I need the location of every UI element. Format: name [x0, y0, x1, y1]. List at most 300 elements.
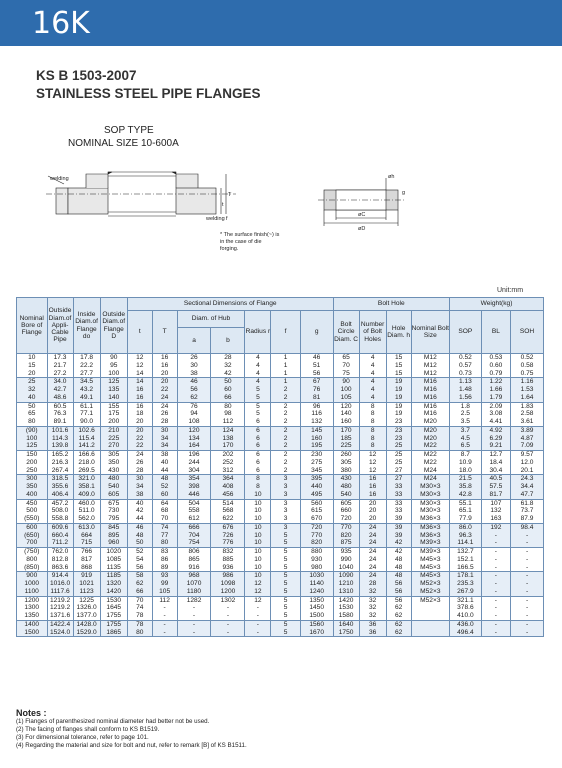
table-cell: 406.4: [47, 491, 73, 499]
table-cell: 51: [300, 362, 333, 370]
table-cell: 450: [17, 499, 48, 507]
table-cell: 0.58: [511, 362, 544, 370]
table-cell: 3.89: [511, 426, 544, 434]
table-row: [17, 370, 544, 378]
table-cell: 704: [177, 532, 211, 540]
table-cell: 6: [245, 435, 271, 443]
table-cell: 5: [271, 539, 300, 547]
table-cell: 5: [271, 572, 300, 580]
table-cell: 20: [127, 426, 152, 434]
table-cell: 2: [271, 386, 300, 394]
header-bolt-circle: Bolt Circle Diam. C: [333, 311, 359, 354]
table-cell: 8: [359, 442, 386, 450]
table-cell: 1500: [17, 629, 48, 637]
table-cell: 96: [300, 402, 333, 410]
table-cell: -: [481, 604, 510, 612]
table-cell: -: [211, 629, 245, 637]
table-cell: 19: [386, 410, 411, 418]
table-cell: 1.83: [511, 402, 544, 410]
table-cell: 885: [211, 556, 245, 564]
table-cell: 65: [17, 410, 48, 418]
table-cell: 28: [152, 418, 177, 426]
table-cell: -: [245, 629, 271, 637]
table-cell: (850): [17, 564, 48, 572]
table-cell: 116: [300, 410, 333, 418]
table-cell: 170: [211, 442, 245, 450]
table-cell: 3.08: [481, 410, 510, 418]
table-cell: M12: [411, 354, 449, 362]
table-cell: 1326.0: [73, 604, 100, 612]
table-cell: 660.4: [47, 532, 73, 540]
table-cell: 558: [177, 507, 211, 515]
table-cell: 613.0: [73, 523, 100, 531]
header-nominal-bore: Nominal Bore of Flange: [17, 298, 48, 354]
table-cell: -: [481, 620, 510, 628]
table-row: [17, 604, 544, 612]
table-cell: 26: [127, 459, 152, 467]
table-cell: 250: [17, 467, 48, 475]
table-cell: 321.0: [73, 475, 100, 483]
table-cell: 80: [152, 539, 177, 547]
table-cell: 4: [245, 362, 271, 370]
table-cell: 185: [333, 435, 359, 443]
table-cell: 17.8: [73, 354, 100, 362]
table-cell: 1240: [300, 588, 333, 596]
table-row: [17, 410, 544, 418]
table-cell: 16: [152, 362, 177, 370]
table-cell: 196: [177, 451, 211, 459]
table-row: [17, 515, 544, 523]
table-cell: M22: [411, 451, 449, 459]
table-cell: 24: [359, 539, 386, 547]
table-cell: 8: [359, 426, 386, 434]
table-cell: 700: [17, 539, 48, 547]
table-cell: 562.0: [73, 515, 100, 523]
table-cell: 32: [359, 588, 386, 596]
table-cell: 125: [17, 442, 48, 450]
table-cell: 1.56: [450, 394, 482, 402]
table-cell: 2: [271, 410, 300, 418]
table-cell: 968: [177, 572, 211, 580]
table-cell: -: [511, 539, 544, 547]
table-cell: 34: [152, 435, 177, 443]
table-cell: 18.4: [481, 459, 510, 467]
table-row: [17, 426, 544, 434]
table-cell: 400: [17, 491, 48, 499]
table-cell: 24: [127, 451, 152, 459]
table-cell: 914.4: [47, 572, 73, 580]
table-cell: 100: [17, 435, 48, 443]
table-cell: 252: [211, 459, 245, 467]
table-cell: -: [511, 620, 544, 628]
table-cell: 42.7: [47, 386, 73, 394]
table-cell: 936: [211, 564, 245, 572]
table-cell: 436.0: [450, 620, 482, 628]
table-cell: 160: [333, 418, 359, 426]
table-cell: -: [481, 572, 510, 580]
table-cell: 202: [211, 451, 245, 459]
table-cell: 5: [271, 588, 300, 596]
table-cell: 5: [271, 604, 300, 612]
table-cell: 48: [386, 572, 411, 580]
table-cell: 16: [127, 402, 152, 410]
table-row: [17, 572, 544, 580]
table-cell: 12: [127, 354, 152, 362]
table-cell: 480: [333, 483, 359, 491]
table-cell: -: [511, 612, 544, 620]
table-cell: 456: [211, 491, 245, 499]
table-cell: 10: [245, 564, 271, 572]
table-cell: 12: [359, 467, 386, 475]
table-cell: 20: [152, 378, 177, 386]
flange-section-drawing: [46, 156, 236, 236]
table-cell: M52×3: [411, 588, 449, 596]
table-cell: 2: [271, 394, 300, 402]
table-cell: 1185: [100, 572, 127, 580]
table-cell: 495: [300, 491, 333, 499]
table-cell: 140: [100, 394, 127, 402]
table-cell: 27: [386, 475, 411, 483]
note-item-2: (2) The facing of flanges shall conform to KS B1519.: [16, 726, 160, 733]
table-cell: 1428.0: [73, 620, 100, 628]
table-cell: 1350: [300, 596, 333, 604]
table-cell: 504: [177, 499, 211, 507]
table-cell: 1750: [333, 629, 359, 637]
table-cell: 4: [245, 354, 271, 362]
table-row: [17, 467, 544, 475]
table-cell: 12: [245, 588, 271, 596]
table-cell: 355.6: [47, 483, 73, 491]
table-cell: 101.6: [47, 426, 73, 434]
table-cell: 540: [333, 491, 359, 499]
table-cell: 1450: [300, 604, 333, 612]
table-cell: 166.5: [450, 564, 482, 572]
table-cell: 25: [386, 442, 411, 450]
table-cell: 6: [245, 418, 271, 426]
table-cell: 60: [152, 491, 177, 499]
table-cell: 93: [152, 572, 177, 580]
table-row: [17, 539, 544, 547]
table-cell: M45×3: [411, 556, 449, 564]
table-cell: 15: [17, 362, 48, 370]
table-row: [17, 418, 544, 426]
table-cell: [411, 604, 449, 612]
table-cell: 4.87: [511, 435, 544, 443]
table-cell: 9.57: [511, 451, 544, 459]
header-T: T: [152, 311, 177, 354]
table-cell: 30: [152, 426, 177, 434]
table-cell: 114.3: [47, 435, 73, 443]
table-cell: 378.6: [450, 604, 482, 612]
table-cell: 62: [177, 394, 211, 402]
table-cell: 304: [177, 467, 211, 475]
table-cell: 312: [211, 467, 245, 475]
table-cell: 28: [211, 354, 245, 362]
table-cell: 609.6: [47, 523, 73, 531]
table-cell: 350: [100, 459, 127, 467]
table-cell: 77.9: [450, 515, 482, 523]
table-cell: 20: [359, 499, 386, 507]
table-cell: 275: [300, 459, 333, 467]
table-cell: 4: [359, 370, 386, 378]
table-cell: 5: [245, 410, 271, 418]
header-b: b: [211, 328, 245, 354]
table-cell: 178.1: [450, 572, 482, 580]
table-cell: -: [481, 612, 510, 620]
table-cell: 6.5: [450, 442, 482, 450]
header-inside-diam: Inside Diam.of Flange do: [73, 298, 100, 354]
table-cell: 102.6: [73, 426, 100, 434]
table-cell: 90: [100, 354, 127, 362]
table-cell: -: [152, 604, 177, 612]
table-cell: 10: [245, 532, 271, 540]
table-cell: 762.0: [47, 548, 73, 556]
table-cell: 1377.0: [73, 612, 100, 620]
table-cell: 8: [245, 483, 271, 491]
table-cell: 2: [271, 459, 300, 467]
header-f: f: [271, 311, 300, 354]
table-cell: 6: [245, 451, 271, 459]
table-cell: 135: [100, 386, 127, 394]
table-cell: 74: [152, 523, 177, 531]
table-cell: 14: [127, 370, 152, 378]
table-cell: 152.1: [450, 556, 482, 564]
table-cell: 1200: [17, 596, 48, 604]
spec-table-body: [17, 354, 544, 637]
header-bl: BL: [481, 311, 510, 354]
table-cell: 175: [100, 410, 127, 418]
table-cell: 107: [481, 499, 510, 507]
table-cell: 24: [359, 556, 386, 564]
table-cell: 354: [177, 475, 211, 483]
table-cell: 558.8: [47, 515, 73, 523]
table-cell: 5: [245, 386, 271, 394]
table-cell: 321.1: [450, 596, 482, 604]
notes-title: Notes :: [16, 708, 47, 718]
table-cell: 70: [127, 596, 152, 604]
table-cell: 39: [386, 523, 411, 531]
table-cell: 49.1: [73, 394, 100, 402]
table-cell: -: [177, 620, 211, 628]
table-cell: 8.7: [450, 451, 482, 459]
table-cell: 900: [17, 572, 48, 580]
header-sectional: Sectional Dimensions of Flange: [127, 298, 333, 311]
table-cell: 86: [152, 556, 177, 564]
table-cell: 2.09: [481, 402, 510, 410]
table-cell: 540: [100, 483, 127, 491]
table-cell: [411, 620, 449, 628]
table-cell: 170: [333, 426, 359, 434]
table-cell: 40: [17, 394, 48, 402]
table-cell: 105: [152, 588, 177, 596]
table-cell: -: [511, 596, 544, 604]
table-cell: 26: [152, 410, 177, 418]
table-cell: M36×3: [411, 532, 449, 540]
table-cell: 4: [245, 378, 271, 386]
table-cell: 8: [245, 475, 271, 483]
table-cell: 460.0: [73, 499, 100, 507]
table-cell: 42.8: [450, 491, 482, 499]
dim-h-label: øh: [388, 174, 395, 180]
table-cell: M16: [411, 394, 449, 402]
table-cell: 48: [127, 532, 152, 540]
table-cell: 15: [386, 354, 411, 362]
table-cell: 508.0: [47, 507, 73, 515]
table-cell: 99: [152, 580, 177, 588]
header-outside-flange: Outside Diam.of Flange D: [100, 298, 127, 354]
header-bolt-hole: Bolt Hole: [333, 298, 449, 311]
table-cell: 18: [127, 410, 152, 418]
table-cell: 48: [152, 475, 177, 483]
table-row: [17, 499, 544, 507]
table-cell: 24: [152, 402, 177, 410]
table-cell: 2.5: [450, 410, 482, 418]
welding-label-1: welding: [50, 176, 69, 182]
table-cell: 108: [177, 418, 211, 426]
table-cell: 36: [359, 629, 386, 637]
table-cell: 1040: [333, 564, 359, 572]
table-cell: 612: [177, 515, 211, 523]
table-cell: 22: [127, 442, 152, 450]
table-cell: 90: [333, 378, 359, 386]
table-cell: [411, 612, 449, 620]
table-cell: 22.2: [73, 362, 100, 370]
table-cell: 25: [17, 378, 48, 386]
table-cell: 2: [271, 442, 300, 450]
table-cell: 23: [386, 435, 411, 443]
table-cell: 1500: [300, 612, 333, 620]
table-cell: 6: [245, 459, 271, 467]
table-cell: 2: [271, 402, 300, 410]
table-row: [17, 588, 544, 596]
table-cell: 1560: [300, 620, 333, 628]
table-row: [17, 475, 544, 483]
table-cell: (650): [17, 532, 48, 540]
table-cell: 935: [333, 548, 359, 556]
table-cell: 21.7: [47, 362, 73, 370]
table-cell: 15: [386, 370, 411, 378]
table-cell: -: [511, 572, 544, 580]
table-cell: 1: [271, 354, 300, 362]
table-cell: 20: [359, 507, 386, 515]
table-cell: M16: [411, 402, 449, 410]
table-cell: 48: [386, 564, 411, 572]
table-cell: 87.9: [511, 515, 544, 523]
table-cell: M45×3: [411, 572, 449, 580]
table-cell: 0.79: [481, 370, 510, 378]
table-cell: 0.75: [511, 370, 544, 378]
table-cell: 300: [17, 475, 48, 483]
header-g: g: [300, 311, 333, 354]
table-cell: 19: [386, 402, 411, 410]
table-cell: 66: [211, 394, 245, 402]
table-cell: 0.52: [450, 354, 482, 362]
table-cell: 605: [100, 491, 127, 499]
table-row: [17, 354, 544, 362]
table-cell: 30.4: [481, 467, 510, 475]
table-cell: 38: [127, 491, 152, 499]
surface-finish-note: * The surface finish(~) is in the case of die forging.: [220, 232, 280, 252]
table-cell: -: [245, 604, 271, 612]
table-cell: 28: [127, 467, 152, 475]
table-cell: 56: [177, 386, 211, 394]
table-cell: 145: [300, 426, 333, 434]
table-cell: 305: [100, 451, 127, 459]
table-cell: 1016.0: [47, 580, 73, 588]
note-item-3: (3) For dimensional tolerance, refer to page 101.: [16, 734, 149, 741]
table-cell: 50: [127, 539, 152, 547]
table-cell: M45×3: [411, 564, 449, 572]
table-cell: M12: [411, 370, 449, 378]
table-cell: 4.92: [481, 426, 510, 434]
table-cell: 98.4: [511, 523, 544, 531]
table-cell: 26: [177, 354, 211, 362]
header-bar: [0, 0, 562, 46]
table-cell: -: [481, 539, 510, 547]
table-row: [17, 580, 544, 588]
table-cell: 1210: [333, 580, 359, 588]
table-cell: -: [511, 532, 544, 540]
table-cell: 44: [127, 515, 152, 523]
table-cell: 990: [333, 556, 359, 564]
table-cell: 730: [100, 507, 127, 515]
table-cell: 260: [333, 451, 359, 459]
table-cell: 64: [152, 499, 177, 507]
table-cell: 1200: [211, 588, 245, 596]
table-cell: 812.8: [47, 556, 73, 564]
table-cell: 132.7: [450, 548, 482, 556]
table-cell: 3.61: [511, 418, 544, 426]
table-cell: 1755: [100, 620, 127, 628]
table-cell: 76: [300, 386, 333, 394]
table-cell: -: [481, 564, 510, 572]
table-cell: 36: [359, 620, 386, 628]
table-cell: 267.4: [47, 467, 73, 475]
table-cell: 605: [333, 499, 359, 507]
table-cell: 50: [211, 378, 245, 386]
table-cell: 80: [211, 402, 245, 410]
table-cell: -: [177, 629, 211, 637]
table-cell: 4: [359, 386, 386, 394]
table-cell: 112: [211, 418, 245, 426]
table-cell: 34.0: [47, 378, 73, 386]
table-cell: M20: [411, 435, 449, 443]
table-row: [17, 532, 544, 540]
table-cell: 754: [177, 539, 211, 547]
table-cell: 267.9: [450, 588, 482, 596]
table-cell: 32: [17, 386, 48, 394]
table-cell: 3: [271, 491, 300, 499]
table-cell: 10: [245, 556, 271, 564]
table-row: [17, 507, 544, 515]
table-cell: M20: [411, 418, 449, 426]
table-cell: 56: [386, 588, 411, 596]
table-cell: -: [511, 604, 544, 612]
table-row: [17, 378, 544, 386]
table-cell: 622: [211, 515, 245, 523]
welding-label-2: welding: [206, 216, 225, 222]
table-cell: 1865: [100, 629, 127, 637]
table-cell: 409.0: [73, 491, 100, 499]
table-cell: 16: [127, 394, 152, 402]
table-cell: 74: [127, 604, 152, 612]
table-cell: 9.21: [481, 442, 510, 450]
table-cell: 1135: [100, 564, 127, 572]
table-cell: 42: [127, 507, 152, 515]
table-cell: 20: [127, 418, 152, 426]
table-cell: 1420: [333, 596, 359, 604]
table-cell: 446: [177, 491, 211, 499]
